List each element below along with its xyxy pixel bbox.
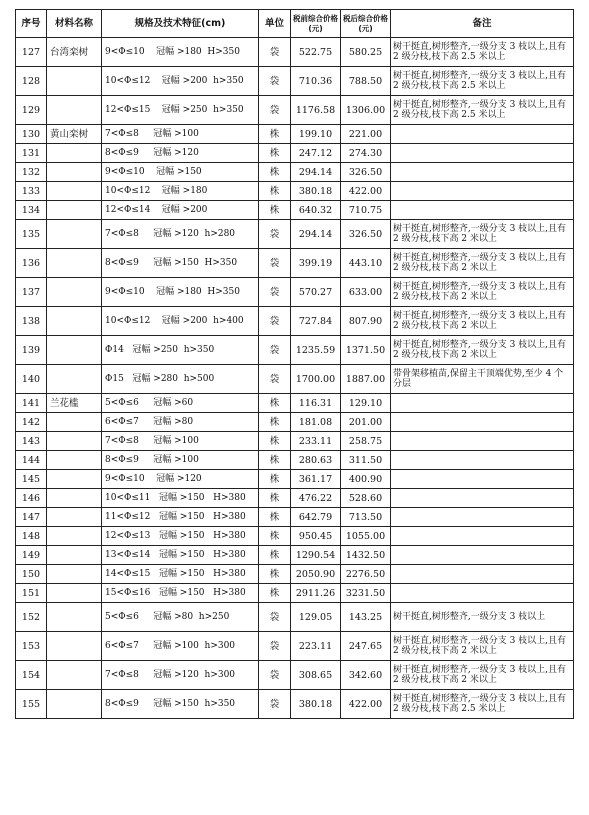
- cell-remark: [391, 201, 574, 220]
- cell-material-name: [47, 508, 102, 527]
- table-row: [16, 690, 574, 719]
- cell-post-tax-price: 129.10: [341, 394, 391, 413]
- cell-unit: 袋: [259, 38, 291, 67]
- cell-post-tax-price: 443.10: [341, 249, 391, 278]
- cell-remark: 树干挺直,树形整齐,一级分支 3 枝以上: [391, 603, 574, 632]
- cell-post-tax-price: 580.25: [341, 38, 391, 67]
- cell-material-name: [47, 632, 102, 661]
- cell-post-tax-price: 1432.50: [341, 546, 391, 565]
- cell-post-tax-price: 326.50: [341, 220, 391, 249]
- cell-material-name: [47, 470, 102, 489]
- cell-material-name: 台湾栾树: [47, 38, 102, 67]
- price-table-page: [15, 9, 573, 719]
- cell-remark: [391, 432, 574, 451]
- header-remark: 备注: [391, 10, 574, 38]
- cell-pre-tax-price: 522.75: [291, 38, 341, 67]
- cell-spec: 7<Φ≤8 冠幅 >100: [102, 125, 259, 144]
- table-row: [16, 336, 574, 365]
- cell-material-name: [47, 603, 102, 632]
- cell-remark: 树干挺直,树形整齐,一级分支 3 枝以上,且有 2 级分枝,枝下高 2 米以上: [391, 307, 574, 336]
- cell-no: 142: [16, 413, 47, 432]
- table-row: [16, 307, 574, 336]
- header-unit: 单位: [259, 10, 291, 38]
- cell-material-name: [47, 96, 102, 125]
- cell-post-tax-price: 201.00: [341, 413, 391, 432]
- cell-material-name: 黄山栾树: [47, 125, 102, 144]
- cell-post-tax-price: 400.90: [341, 470, 391, 489]
- cell-no: 129: [16, 96, 47, 125]
- cell-unit: 袋: [259, 220, 291, 249]
- cell-no: 130: [16, 125, 47, 144]
- table-row: [16, 565, 574, 584]
- cell-post-tax-price: 710.75: [341, 201, 391, 220]
- cell-post-tax-price: 633.00: [341, 278, 391, 307]
- cell-spec: 9<Φ≤10 冠幅 >180 H>350: [102, 38, 259, 67]
- table-row: [16, 527, 574, 546]
- cell-unit: 株: [259, 394, 291, 413]
- cell-no: 152: [16, 603, 47, 632]
- cell-post-tax-price: 422.00: [341, 690, 391, 719]
- cell-remark: 树干挺直,树形整齐,一级分支 3 枝以上,且有 2 级分枝,枝下高 2 米以上: [391, 632, 574, 661]
- cell-remark: 树干挺直,树形整齐,一级分支 3 枝以上,且有 2 级分枝,枝下高 2 米以上: [391, 661, 574, 690]
- cell-unit: 袋: [259, 336, 291, 365]
- cell-no: 128: [16, 67, 47, 96]
- cell-post-tax-price: 422.00: [341, 182, 391, 201]
- cell-no: 136: [16, 249, 47, 278]
- cell-no: 141: [16, 394, 47, 413]
- cell-pre-tax-price: 181.08: [291, 413, 341, 432]
- cell-post-tax-price: 528.60: [341, 489, 391, 508]
- cell-post-tax-price: 1055.00: [341, 527, 391, 546]
- header-spec: 规格及技术特征(cm): [102, 10, 259, 38]
- cell-no: 153: [16, 632, 47, 661]
- cell-unit: 袋: [259, 365, 291, 394]
- cell-post-tax-price: 326.50: [341, 163, 391, 182]
- table-row: [16, 125, 574, 144]
- cell-remark: [391, 413, 574, 432]
- cell-post-tax-price: 221.00: [341, 125, 391, 144]
- cell-no: 137: [16, 278, 47, 307]
- cell-spec: 7<Φ≤8 冠幅 >100: [102, 432, 259, 451]
- cell-material-name: [47, 661, 102, 690]
- cell-unit: 株: [259, 489, 291, 508]
- cell-no: 133: [16, 182, 47, 201]
- cell-unit: 袋: [259, 67, 291, 96]
- cell-pre-tax-price: 199.10: [291, 125, 341, 144]
- cell-unit: 株: [259, 125, 291, 144]
- table-row: [16, 201, 574, 220]
- cell-pre-tax-price: 950.45: [291, 527, 341, 546]
- cell-spec: Φ14 冠幅 >250 h>350: [102, 336, 259, 365]
- cell-post-tax-price: 247.65: [341, 632, 391, 661]
- cell-material-name: [47, 413, 102, 432]
- cell-remark: 树干挺直,树形整齐,一级分支 3 枝以上,且有 2 级分枝,枝下高 2 米以上: [391, 278, 574, 307]
- cell-unit: 袋: [259, 661, 291, 690]
- cell-remark: [391, 144, 574, 163]
- cell-remark: [391, 489, 574, 508]
- cell-spec: 12<Φ≤14 冠幅 >200: [102, 201, 259, 220]
- cell-remark: [391, 508, 574, 527]
- table-row: [16, 432, 574, 451]
- cell-remark: [391, 565, 574, 584]
- cell-spec: 7<Φ≤8 冠幅 >120 h>280: [102, 220, 259, 249]
- cell-material-name: [47, 182, 102, 201]
- header-no: 序号: [16, 10, 47, 38]
- cell-no: 146: [16, 489, 47, 508]
- header-name: 材料名称: [47, 10, 102, 38]
- cell-pre-tax-price: 361.17: [291, 470, 341, 489]
- cell-spec: 10<Φ≤12 冠幅 >180: [102, 182, 259, 201]
- cell-no: 138: [16, 307, 47, 336]
- table-row: [16, 220, 574, 249]
- cell-pre-tax-price: 294.14: [291, 163, 341, 182]
- cell-unit: 袋: [259, 278, 291, 307]
- cell-post-tax-price: 1887.00: [341, 365, 391, 394]
- cell-no: 139: [16, 336, 47, 365]
- cell-remark: 树干挺直,树形整齐,一级分支 3 枝以上,且有 2 级分枝,枝下高 2.5 米以上: [391, 38, 574, 67]
- cell-unit: 袋: [259, 249, 291, 278]
- cell-unit: 株: [259, 527, 291, 546]
- cell-remark: [391, 394, 574, 413]
- cell-post-tax-price: 1371.50: [341, 336, 391, 365]
- cell-remark: [391, 527, 574, 546]
- cell-post-tax-price: 143.25: [341, 603, 391, 632]
- cell-remark: 树干挺直,树形整齐,一级分支 3 枝以上,且有 2 级分枝,枝下高 2 米以上: [391, 249, 574, 278]
- cell-remark: 树干挺直,树形整齐,一级分支 3 枝以上,且有 2 级分枝,枝下高 2 米以上: [391, 220, 574, 249]
- cell-spec: 9<Φ≤10 冠幅 >150: [102, 163, 259, 182]
- table-row: [16, 278, 574, 307]
- cell-no: 144: [16, 451, 47, 470]
- cell-no: 127: [16, 38, 47, 67]
- cell-no: 131: [16, 144, 47, 163]
- cell-pre-tax-price: 129.05: [291, 603, 341, 632]
- cell-spec: 14<Φ≤15 冠幅 >150 H>380: [102, 565, 259, 584]
- cell-spec: 8<Φ≤9 冠幅 >100: [102, 451, 259, 470]
- cell-pre-tax-price: 476.22: [291, 489, 341, 508]
- table-row: [16, 603, 574, 632]
- cell-spec: 11<Φ≤12 冠幅 >150 H>380: [102, 508, 259, 527]
- table-row: [16, 365, 574, 394]
- cell-unit: 袋: [259, 96, 291, 125]
- cell-pre-tax-price: 570.27: [291, 278, 341, 307]
- table-row: [16, 96, 574, 125]
- cell-remark: 树干挺直,树形整齐,一级分支 3 枝以上,且有 2 级分枝,枝下高 2.5 米以上: [391, 67, 574, 96]
- cell-spec: 13<Φ≤14 冠幅 >150 H>380: [102, 546, 259, 565]
- cell-pre-tax-price: 640.32: [291, 201, 341, 220]
- cell-spec: 8<Φ≤9 冠幅 >120: [102, 144, 259, 163]
- cell-post-tax-price: 1306.00: [341, 96, 391, 125]
- cell-material-name: [47, 489, 102, 508]
- cell-no: 148: [16, 527, 47, 546]
- cell-spec: Φ15 冠幅 >280 h>500: [102, 365, 259, 394]
- cell-unit: 株: [259, 584, 291, 603]
- table-row: [16, 546, 574, 565]
- cell-remark: 树干挺直,树形整齐,一级分支 3 枝以上,且有 2 级分枝,枝下高 2 米以上: [391, 336, 574, 365]
- table-row: [16, 394, 574, 413]
- cell-unit: 株: [259, 546, 291, 565]
- cell-material-name: [47, 144, 102, 163]
- cell-material-name: [47, 365, 102, 394]
- cell-spec: 7<Φ≤8 冠幅 >120 h>300: [102, 661, 259, 690]
- cell-spec: 9<Φ≤10 冠幅 >120: [102, 470, 259, 489]
- cell-no: 155: [16, 690, 47, 719]
- table-row: [16, 182, 574, 201]
- table-body: [16, 38, 574, 719]
- table-row: [16, 508, 574, 527]
- cell-unit: 株: [259, 470, 291, 489]
- price-table: [15, 9, 574, 719]
- cell-unit: 株: [259, 451, 291, 470]
- cell-unit: 袋: [259, 307, 291, 336]
- header-post-tax-price: 税后综合价格(元): [341, 10, 391, 38]
- cell-spec: 6<Φ≤7 冠幅 >100 h>300: [102, 632, 259, 661]
- cell-pre-tax-price: 294.14: [291, 220, 341, 249]
- cell-post-tax-price: 807.90: [341, 307, 391, 336]
- cell-material-name: 兰花槛: [47, 394, 102, 413]
- cell-pre-tax-price: 308.65: [291, 661, 341, 690]
- cell-spec: 15<Φ≤16 冠幅 >150 H>380: [102, 584, 259, 603]
- table-row: [16, 163, 574, 182]
- cell-spec: 6<Φ≤7 冠幅 >80: [102, 413, 259, 432]
- cell-pre-tax-price: 2050.90: [291, 565, 341, 584]
- cell-no: 154: [16, 661, 47, 690]
- header-pre-tax-price: 税前综合价格(元): [291, 10, 341, 38]
- cell-post-tax-price: 2276.50: [341, 565, 391, 584]
- cell-material-name: [47, 451, 102, 470]
- cell-unit: 株: [259, 201, 291, 220]
- cell-spec: 10<Φ≤12 冠幅 >200 h>350: [102, 67, 259, 96]
- table-row: [16, 67, 574, 96]
- cell-pre-tax-price: 223.11: [291, 632, 341, 661]
- cell-spec: 10<Φ≤11 冠幅 >150 H>380: [102, 489, 259, 508]
- cell-post-tax-price: 3231.50: [341, 584, 391, 603]
- cell-material-name: [47, 690, 102, 719]
- cell-material-name: [47, 67, 102, 96]
- cell-no: 147: [16, 508, 47, 527]
- cell-unit: 株: [259, 508, 291, 527]
- cell-material-name: [47, 249, 102, 278]
- cell-pre-tax-price: 727.84: [291, 307, 341, 336]
- cell-remark: [391, 546, 574, 565]
- table-row: [16, 38, 574, 67]
- cell-pre-tax-price: 399.19: [291, 249, 341, 278]
- cell-spec: 8<Φ≤9 冠幅 >150 h>350: [102, 690, 259, 719]
- cell-pre-tax-price: 280.63: [291, 451, 341, 470]
- cell-no: 143: [16, 432, 47, 451]
- cell-no: 150: [16, 565, 47, 584]
- cell-material-name: [47, 527, 102, 546]
- cell-material-name: [47, 546, 102, 565]
- cell-material-name: [47, 278, 102, 307]
- cell-spec: 12<Φ≤15 冠幅 >250 h>350: [102, 96, 259, 125]
- cell-remark: [391, 163, 574, 182]
- cell-pre-tax-price: 1700.00: [291, 365, 341, 394]
- cell-remark: [391, 182, 574, 201]
- cell-no: 132: [16, 163, 47, 182]
- cell-pre-tax-price: 1176.58: [291, 96, 341, 125]
- table-row: [16, 632, 574, 661]
- cell-spec: 12<Φ≤13 冠幅 >150 H>380: [102, 527, 259, 546]
- cell-material-name: [47, 584, 102, 603]
- cell-post-tax-price: 311.50: [341, 451, 391, 470]
- cell-post-tax-price: 258.75: [341, 432, 391, 451]
- cell-no: 135: [16, 220, 47, 249]
- cell-remark: [391, 125, 574, 144]
- cell-spec: 9<Φ≤10 冠幅 >180 H>350: [102, 278, 259, 307]
- cell-material-name: [47, 307, 102, 336]
- cell-pre-tax-price: 380.18: [291, 690, 341, 719]
- cell-unit: 袋: [259, 632, 291, 661]
- cell-remark: [391, 451, 574, 470]
- cell-pre-tax-price: 710.36: [291, 67, 341, 96]
- cell-pre-tax-price: 233.11: [291, 432, 341, 451]
- cell-remark: 树干挺直,树形整齐,一级分支 3 枝以上,且有 2 级分枝,枝下高 2.5 米以上: [391, 690, 574, 719]
- table-row: [16, 451, 574, 470]
- cell-no: 145: [16, 470, 47, 489]
- cell-post-tax-price: 342.60: [341, 661, 391, 690]
- cell-spec: 10<Φ≤12 冠幅 >200 h>400: [102, 307, 259, 336]
- cell-unit: 株: [259, 144, 291, 163]
- cell-no: 151: [16, 584, 47, 603]
- cell-post-tax-price: 274.30: [341, 144, 391, 163]
- cell-remark: [391, 584, 574, 603]
- cell-no: 134: [16, 201, 47, 220]
- table-row: [16, 661, 574, 690]
- cell-pre-tax-price: 2911.26: [291, 584, 341, 603]
- table-row: [16, 144, 574, 163]
- cell-unit: 株: [259, 182, 291, 201]
- cell-pre-tax-price: 247.12: [291, 144, 341, 163]
- cell-pre-tax-price: 1290.54: [291, 546, 341, 565]
- table-row: [16, 413, 574, 432]
- cell-material-name: [47, 163, 102, 182]
- table-header: [16, 10, 574, 38]
- cell-material-name: [47, 201, 102, 220]
- cell-unit: 株: [259, 565, 291, 584]
- cell-material-name: [47, 432, 102, 451]
- cell-pre-tax-price: 380.18: [291, 182, 341, 201]
- cell-unit: 株: [259, 163, 291, 182]
- cell-unit: 袋: [259, 690, 291, 719]
- cell-post-tax-price: 788.50: [341, 67, 391, 96]
- cell-material-name: [47, 220, 102, 249]
- table-row: [16, 584, 574, 603]
- cell-post-tax-price: 713.50: [341, 508, 391, 527]
- table-row: [16, 249, 574, 278]
- cell-unit: 株: [259, 432, 291, 451]
- cell-spec: 5<Φ≤6 冠幅 >60: [102, 394, 259, 413]
- table-row: [16, 489, 574, 508]
- cell-pre-tax-price: 116.31: [291, 394, 341, 413]
- cell-material-name: [47, 336, 102, 365]
- cell-material-name: [47, 565, 102, 584]
- table-row: [16, 470, 574, 489]
- cell-remark: 带骨架移植苗,保留主干顶端优势,至少 4 个分层: [391, 365, 574, 394]
- cell-no: 149: [16, 546, 47, 565]
- cell-unit: 株: [259, 413, 291, 432]
- cell-spec: 8<Φ≤9 冠幅 >150 H>350: [102, 249, 259, 278]
- cell-unit: 袋: [259, 603, 291, 632]
- cell-no: 140: [16, 365, 47, 394]
- cell-remark: [391, 470, 574, 489]
- cell-pre-tax-price: 642.79: [291, 508, 341, 527]
- cell-spec: 5<Φ≤6 冠幅 >80 h>250: [102, 603, 259, 632]
- cell-remark: 树干挺直,树形整齐,一级分支 3 枝以上,且有 2 级分枝,枝下高 2.5 米以上: [391, 96, 574, 125]
- cell-pre-tax-price: 1235.59: [291, 336, 341, 365]
